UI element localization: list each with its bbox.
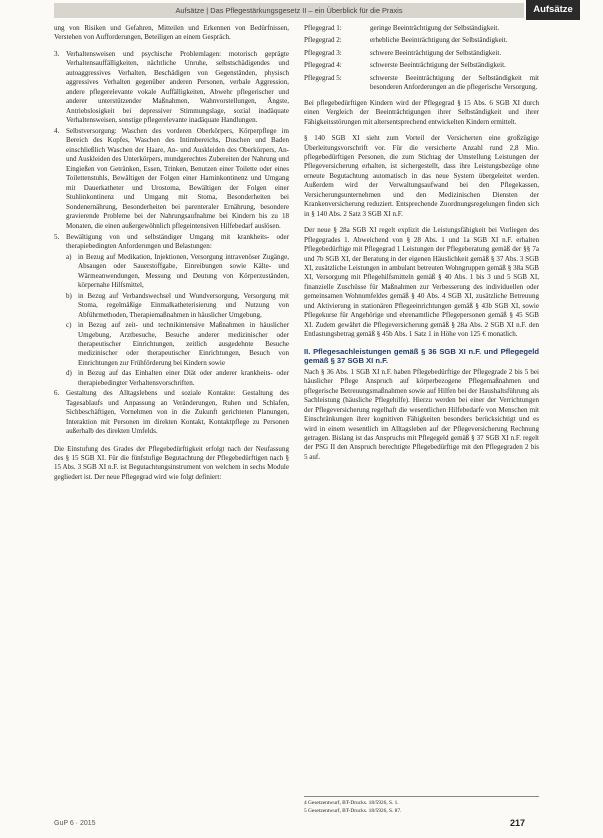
list-number: 5. [54,232,60,241]
grade-label: Pflegegrad 1: [304,24,342,32]
sub-item [66,369,289,388]
list-text: Selbstversorgung: Waschen des vorderen Oberkörpers, Körperpflege im Bereich des Kopfes, Waschen des Intimbereichs, Duschen und Baden einschließlich Waschen der Haare, An- und Auskleiden des Oberkörpers, An- und Auskleiden des Unterkörpers, mundgerechtes Zubereiten der Nahrung und Eingießen von Getränken, Essen, Trinken, Benutzen einer Toilette oder eines Toilettenstuhls, Bewältigen der Folgen einer Harninkontinenz und Umgang mit Dauerkatheter und Urostoma, Bewältigen der Folgen einer Stuhlinkontinenz und Umgang mit Stoma, Besonderheiten bei Sondenernährung, Besonderheiten bei parenteraler Ernährung, besondere gravierende Probleme bei der Nahrungsaufnahme bei Kindern bis zu 18 Monaten, die einen außergewöhnlich pflegeintensiven Hilfebedarf auslösen. [66,127,289,230]
grade-text: schwerste Beeinträchtigung der Selbständigkeit mit besonderen Anforderungen an die pflegerische Versorgung. [370,73,539,92]
sub-letter: c) [66,321,72,330]
list-text: Verhaltensweisen und psychische Problemlagen: motorisch geprägte Verhaltensauffälligkeiten, nächtliche Unruhe, selbstschädigendes und autoaggressives Verhalten, Beschädigen von Gegenständen, physisch aggressives Verhalten gegenüber anderen Personen, verbale Aggression, andere pflegerelevante vokale Auffälligkeiten, Abwehr pflegerischer und anderer unterstützender Maßnahmen, Wahnvorstellungen, Ängste, Antriebslosigkeit bei depressiver Stimmungslage, sozial inadäquate Verhaltensweisen, sonstige pflegerelevante inadäquate Handlungen. [66,49,289,125]
sub-letter: b) [66,291,72,300]
list-text: Bewältigung von und selbständiger Umgang mit krankheits- oder therapiebedingten Anforderungen und Belastungen: [66,232,289,250]
grade-text: erhebliche Beeinträchtigung der Selbständigkeit. [370,36,508,45]
running-title: Aufsätze | Das Pflegestärkungsgesetz II – ein Überblick für die Praxis [175,6,403,15]
sub-letter: a) [66,252,72,261]
sub-text: in Bezug auf Verbandswechsel und Wundversorgung, Versorgung mit Stoma, regelmäßige Einmalkatheterisierung und Nutzung von Abführmethoden, Therapiemaßnahmen in häuslicher Umgebung, [78,291,289,319]
grade-text: geringe Beeinträchtigung der Selbständigkeit. [370,24,500,32]
section-tag: Aufsätze [526,0,580,20]
sub-text: in Bezug auf das Einhalten einer Diät oder anderer krankheits- oder therapiebedingter Verhaltensvorschriften. [78,369,289,387]
paragraph-children: Bei pflegebedürftigen Kindern wird der Pflegegrad § 15 Abs. 6 SGB XI durch einen Vergleich der Beeinträchtigungen ihrer Selbständigkeit und ihrer Fähigkeitsstörungen mit altersentsprechend entwickelten Kindern ermittelt. [304,98,539,126]
list-number: 4. [54,127,60,136]
sub-item [66,321,289,368]
left-intro: ung von Risiken und Gefahren, Mitteilen und Erkennen von Bedürfnissen, Verstehen von Aufforderungen, Beteiligen an einem Gespräch. [54,24,289,42]
journal-footer: GuP 6 · 2015 [54,820,96,827]
footnotes [304,796,539,815]
grade-label: Pflegegrad 3: [304,48,342,57]
grade-label: Pflegegrad 5: [304,73,342,82]
footnote: 5 Gesetzentwurf, BT-Drucks. 18/5926, S. 87. [304,808,402,814]
page-number: 217 [510,818,526,828]
paragraph-transition: § 140 SGB XI sieht zum Vorteil der Versicherten eine großzügige Überleitungsvorschrift vor. Für die versicherte Anzahl rund 2,8 Mio. pflegebedürftigen Personen, die zum Stichtag der Umstellung Leistungen der Pflegeversicherung erhalten, ist sichergestellt, dass ihre Leistungsbezüge ohne erneute Begutachtung automatisch in das neue System übergeleitet werden. Außerdem wird der Verwaltungsaufwand bei den Pflegekassen, Versicherungsunternehmen und den Medizinischen Diensten der Krankenversicherung reduziert. Entsprechende Zuordnungsregelungen finden sich in § 140 Abs. 2 Satz 3 SGB XI n.F. [304,134,539,218]
list-item [54,233,289,252]
sub-item [66,253,289,291]
list-number: 3. [54,49,60,58]
grade-text: schwerste Beeinträchtigung der Selbständigkeit. [370,61,506,70]
list-item [54,127,289,231]
sub-text: in Bezug auf zeit- und technikintensive Maßnahmen in häuslicher Umgebung, Arztbesuche, Besuche anderer medizinischer oder therapeutischer Einrichtungen, zeitlich ausgedehnte Besuche medizinischer oder therapeutischer Einrichtungen, Besuch von Einrichtungen zur Frühförderung bei Kindern sowie [78,321,289,367]
grade-label: Pflegegrad 2: [304,36,342,45]
running-header [54,0,574,20]
grade-row [304,74,539,93]
list-item [54,50,289,126]
sub-item [66,292,289,320]
list-text: Gestaltung des Alltagslebens und soziale Kontakte: Gestaltung des Tagesablaufs und Anpassung an Veränderungen, Ruhen und Schlafen, Sichbeschäftigen, Vornehmen von in die Zukunft gerichteten Planungen, Interaktion mit Personen im direkten Kontakt, Kontaktpflege zu Personen außerhalb des direkten Umfelds. [66,389,289,436]
list-item [54,389,289,436]
grade-row [304,61,539,70]
grade-row [304,24,539,33]
grade-row [304,36,539,45]
section-heading: II. Pflegesachleistungen gemäß § 36 SGB XI n.F. und Pflegegeld gemäß § 37 SGB XI n.F. [304,346,539,366]
paragraph-grade-1: Der neue § 28a SGB XI regelt explizit die Leistungsfähigkeit bei Vorliegen des Pflegegrades 1. Abweichend von § 28 Abs. 1 und 1a SGB XI n.F. erhalten Pflegebedürftige mit Pflegegrad 1 Leistungen der Pflegeberatung gemäß der §§ 7a und 7b SGB XI, der Beratung in der eigenen Häuslichkeit gemäß § 37 Abs. 3 SGB XI, zusätzliche Leistungen in ambulant betreuten Wohngruppen gemäß § 38a SGB XI, Versorgung mit Pflegehilfsmitteln gemäß § 40 Abs. 1 bis 3 und 5 SGB XI, finanzielle Zuschüsse für Maßnahmen zur Verbesserung des individuellen oder gemeinsamen Wohnumfeldes gemäß § 40 Abs. 4 SGB XI, zusätzliche Betreuung und Aktivierung in stationären Pflegeeinrichtungen gemäß § 43b SGB XI, sowie Pflegekurse für Angehörige und ehrenamtliche Pflegepersonen gemäß § 45 SGB XI. Zudem gewährt die Pflegeversicherung gemäß § 28a Abs. 2 SGB XI n.F. den Entlastungsbetrag gemäß § 45b Abs. 1 Satz 1 in Höhe von 125 € monatlich. [304,226,539,339]
left-closing-paragraph: Die Einstufung des Grades der Pflegebedürftigkeit erfolgt nach der Neufassung des § 15 SGB XI. Für die fünfstufige Begutachtung der Pflegebedürftigen nach § 15 Abs. 3 SGB XI n.F. ist Begutachtungsinstrument von welchem in sechs Module gegliedert ist. Der neue Pflegegrad wird wie folgt definiert: [54,444,289,481]
grade-text: schwere Beeinträchtigung der Selbständigkeit. [370,48,502,57]
left-column [54,24,289,489]
grade-row [304,49,539,58]
right-column [304,24,539,469]
paragraph-sachleistungen: Nach § 36 Abs. 1 SGB XI n.F. haben Pflegebedürftige der Pflegegrade 2 bis 5 bei häuslicher Pflege Anspruch auf körperbezogene Pflegemaßnahmen und pflegerische Betreuungsmaßnahmen sowie auf Hilfen bei der Haushaltsführung als Sachleistung (häusliche Pflegehilfe). Hierzu werden bei einer der Verrichtungen der Pflegeversicherung regelhaft die wesentlichen Hilfebedarfe von Menschen mit Einschränkungen ihrer kognitiven Fähigkeiten besonders berücksichtigt und es wird in einem wesentlich im Alltagsleben auf der Pflegeversicherung Rechnung getragen. Bislang ist das Anspruchs mit Pflegegeld gemäß § 37 SGB XI n.F. regelt der PSG II den Anspruch berechtigte Pflegebedürftige mit den Pflegegraden 2 bis 5 auf. [304,367,539,461]
sub-text: in Bezug auf Medikation, Injektionen, Versorgung intravenöser Zugänge, Absaugen oder Sauerstoffgabe, Einreibungen sowie Kälte- und Wärmeanwendungen, Messung und Deutung von Körperzuständen, körpernahe Hilfsmittel, [78,252,289,290]
list-number: 6. [54,389,60,398]
footnote: 4 Gesetzentwurf, BT-Drucks. 18/5926, S. 1. [304,800,399,806]
grade-label: Pflegegrad 4: [304,61,342,70]
sub-letter: d) [66,369,72,378]
